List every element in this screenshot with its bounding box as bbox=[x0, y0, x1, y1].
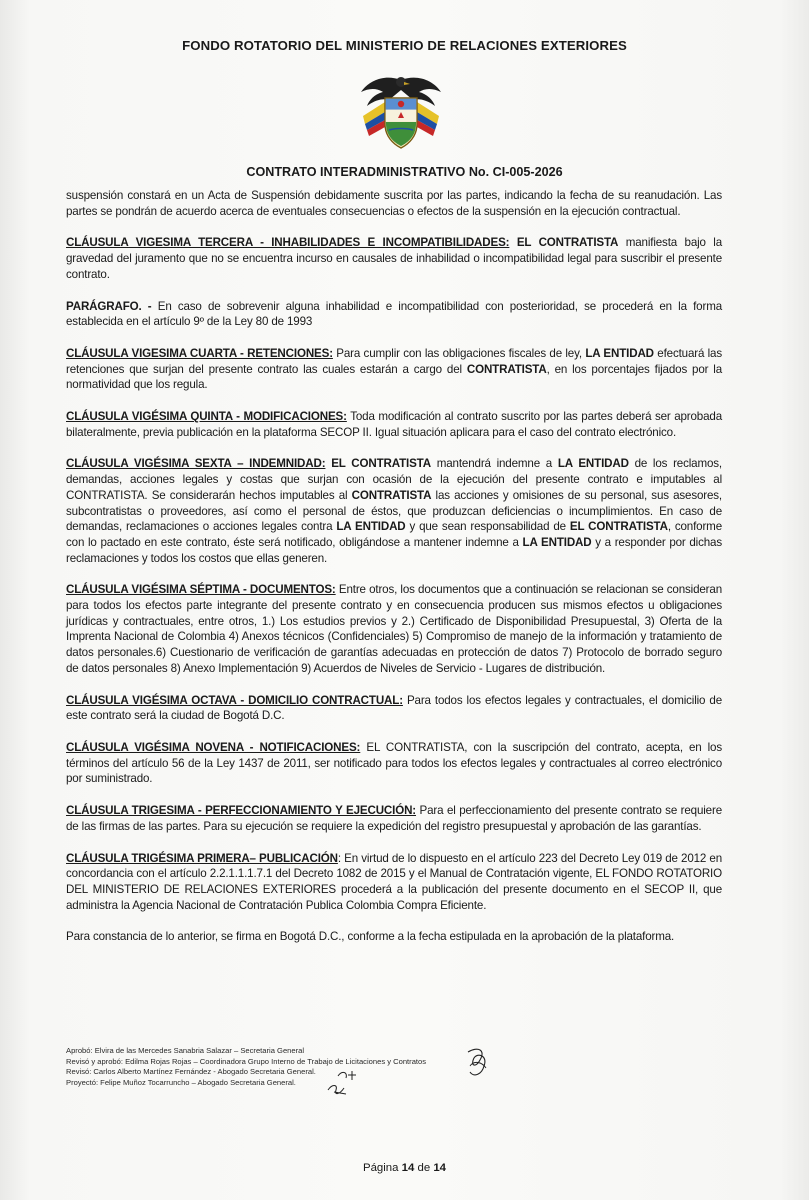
clause-28 bbox=[66, 693, 722, 724]
reviewed-approved-by: Revisó y aprobó: Edilma Rojas Rojas – Coordinadora Grupo Interno de Trabajo de Licitaciones y Contratos bbox=[66, 1056, 427, 1066]
clause-heading: CLÁUSULA VIGÉSIMA SEXTA – INDEMNIDAD: bbox=[66, 457, 326, 471]
clause-heading: CLÁUSULA TRIGESIMA - PERFECCIONAMIENTO Y EJECUCIÓN: bbox=[66, 804, 417, 818]
clause-heading: PARÁGRAFO. - bbox=[66, 299, 152, 313]
contract-title: CONTRATO INTERADMINISTRATIVO No. CI-005-2026 bbox=[246, 165, 563, 179]
clause-text: manifiesta bajo la gravedad del juramento que no se encuentra incurso en causales de inhabilidad o incompatibilidad legal para suscribir el presente contrato. bbox=[66, 236, 722, 281]
clause-text: EL CONTRATISTA, con la suscripción del contrato, acepta, en los términos del artículo 56 de la Ley 1437 de 2011, ser notificado para todos los efectos legales y contractuales al correo electrónico por suministrado. bbox=[66, 740, 723, 786]
clause-heading: CLÁUSULA VIGESIMA TERCERA - INHABILIDADES E INCOMPATIBILIDADES: bbox=[66, 236, 510, 250]
clause-heading: CLÁUSULA VIGÉSIMA NOVENA - NOTIFICACIONES: bbox=[66, 740, 361, 754]
bold-term: LA ENTIDAD bbox=[336, 520, 406, 534]
page-total: 14 bbox=[433, 1162, 446, 1174]
clause-heading: CLÁUSULA VIGÉSIMA SÉPTIMA - DOCUMENTOS: bbox=[66, 583, 336, 597]
bold-term: EL CONTRATISTA bbox=[569, 520, 668, 534]
clause-text: las acciones y omisiones de su personal, sus asesores, subcontratistas o proveedores, así como el personal de éstos, que produzcan deficiencias o incumplimientos. En caso de demandas, reclamaciones o acciones legales contra bbox=[66, 488, 723, 534]
condor-head bbox=[396, 77, 406, 87]
clause-heading: CLÁUSULA VIGÉSIMA QUINTA - MODIFICACIONES: bbox=[66, 410, 347, 424]
clause-text: y que sean responsabilidad de bbox=[405, 520, 570, 534]
paragraph-paragrafo bbox=[66, 299, 722, 330]
shield-base bbox=[386, 122, 416, 146]
drafted-by: Proyectó: Felipe Muñoz Tocarruncho – Abogado Secretaria General. bbox=[66, 1077, 296, 1087]
bold-term: LA ENTIDAD bbox=[557, 457, 629, 471]
clause-text: de los reclamos, demandas, acciones legales y costas que surjan con ocasión de la ejecución del presente contrato e imputables al CONTRATISTA. Se considerarán hechos imputables al bbox=[66, 457, 722, 502]
clause-24 bbox=[66, 346, 722, 393]
clause-25 bbox=[66, 409, 722, 440]
clause-text: Entre otros, los documentos que a continuación se relacionan se consideran para todos los efectos parte integrante del presente contrato y en consecuencia producen sus mismos efectos u obligaciones jurídicas y contractuales, entre otros, 1.) Los estudios previos y 2.) Certificado de Disponibilidad Presupuestal, 3) Oferta de la Imprenta Nacional de Colombia 4) Anexos técnicos (Confidenciales) 5) Compromiso de manejo de la información y tratamiento de datos personales.6) Cuestionario de verificación de garantías adecuadas en protección de datos 7) Protocolo de borrado seguro de datos personales 8) Anexo Implementación 9) Acuerdos de Niveles de Servicio - Lugares de distribución. bbox=[66, 583, 722, 675]
clause-26 bbox=[66, 456, 722, 566]
clause-heading: CLÁUSULA VIGESIMA CUARTA - RETENCIONES: bbox=[66, 346, 333, 360]
institution-header: FONDO ROTATORIO DEL MINISTERIO DE RELACIONES EXTERIORES bbox=[182, 38, 627, 53]
clause-text: Para todos los efectos legales y contractuales, el domicilio de este contrato será la ciudad de Bogotá D.C. bbox=[66, 693, 722, 723]
clause-text: Para el perfeccionamiento del presente contrato se requiere de las firmas de las partes. Para su ejecución se requiere la expedición del registro presupuestal y aprobación de las garantías. bbox=[66, 804, 722, 833]
closing-statement: Para constancia de lo anterior, se firma en Bogotá D.C., conforme a la fecha estipulada en la aprobación de la plataforma. bbox=[66, 930, 675, 944]
bold-term: EL CONTRATISTA bbox=[516, 236, 619, 250]
signoff-block bbox=[66, 1046, 546, 1088]
clause-text: mantendrá indemne a bbox=[430, 457, 558, 471]
clause-30 bbox=[66, 803, 722, 834]
clause-23 bbox=[66, 235, 722, 282]
paragraph-suspension: suspensión constará en un Acta de Suspensión debidamente suscrita por las partes, indicando la fecha de su reanudación. Las partes se pondrán de acuerdo acerca de eventuales consecuencias o efectos de la suspensión en la ejecución contractual. bbox=[66, 189, 722, 218]
clause-text: : En virtud de lo dispuesto en el artículo 223 del Decreto Ley 019 de 2012 en concordancia con el artículo 2.2.1.1.1.7.1 del Decreto 1082 de 2015 y el Manual de Contratación vigente, EL FONDO ROTATORIO DEL MINISTERIO DE RELACIONES EXTERIORES procederá a la publicación del presente documento en el SECOP II, que administra la Agencia Nacional de Contratación Publica Colombia Compra Eficiente. bbox=[66, 851, 722, 912]
page-of: de bbox=[417, 1162, 431, 1174]
reviewed-by: Revisó: Carlos Alberto Martínez Fernández - Abogado Secretaria General. bbox=[66, 1067, 316, 1077]
approved-by: Aprobó: Elvira de las Mercedes Sanabria Salazar – Secretaria General bbox=[66, 1046, 305, 1055]
page-current: 14 bbox=[401, 1162, 415, 1174]
clause-text: , en los porcentajes fijados por la normatividad que los regula. bbox=[66, 362, 722, 392]
clause-heading: CLÁUSULA VIGÉSIMA OCTAVA - DOMICILIO CONTRACTUAL: bbox=[66, 693, 403, 707]
clause-text: efectuará las retenciones que surjan del presente contrato las cuales estarán a cargo del bbox=[66, 346, 722, 376]
clause-text: En caso de sobrevenir alguna inhabilidad e incompatibilidad con posterioridad, se procederá en la forma establecida en el artículo 9º de la Ley 80 de 1993 bbox=[66, 299, 722, 329]
clause-text: Toda modificación al contrato suscrito por las partes deberá ser aprobada bilateralmente, previa publicación en la plataforma SECOP II. Igual situación aplicara para el caso del contrato electrónico. bbox=[66, 410, 722, 439]
bold-term: LA ENTIDAD bbox=[585, 346, 654, 360]
clause-text: y a responder por dichas reclamaciones y todos los costos que ellas generen. bbox=[66, 535, 723, 565]
page-footer bbox=[0, 1162, 809, 1174]
page-label: Página bbox=[363, 1162, 399, 1174]
clause-text: Para cumplir con las obligaciones fiscales de ley, bbox=[332, 346, 586, 360]
clause-27 bbox=[66, 582, 722, 676]
clause-31 bbox=[66, 851, 722, 914]
bold-term: EL CONTRATISTA bbox=[331, 457, 431, 471]
coat-of-arms-icon bbox=[355, 72, 447, 152]
clause-text: , conforme con lo pactado en este contrato, éste será notificado, obligándose a mantener indemne a bbox=[66, 520, 722, 549]
bold-term: CONTRATISTA bbox=[466, 362, 547, 376]
clause-heading: CLÁUSULA TRIGÉSIMA PRIMERA– PUBLICACIÓN bbox=[66, 851, 338, 865]
bold-term: LA ENTIDAD bbox=[522, 535, 592, 549]
clause-29 bbox=[66, 740, 722, 787]
bold-term: CONTRATISTA bbox=[351, 488, 432, 502]
contract-body bbox=[66, 188, 722, 961]
pomegranate bbox=[398, 101, 404, 107]
